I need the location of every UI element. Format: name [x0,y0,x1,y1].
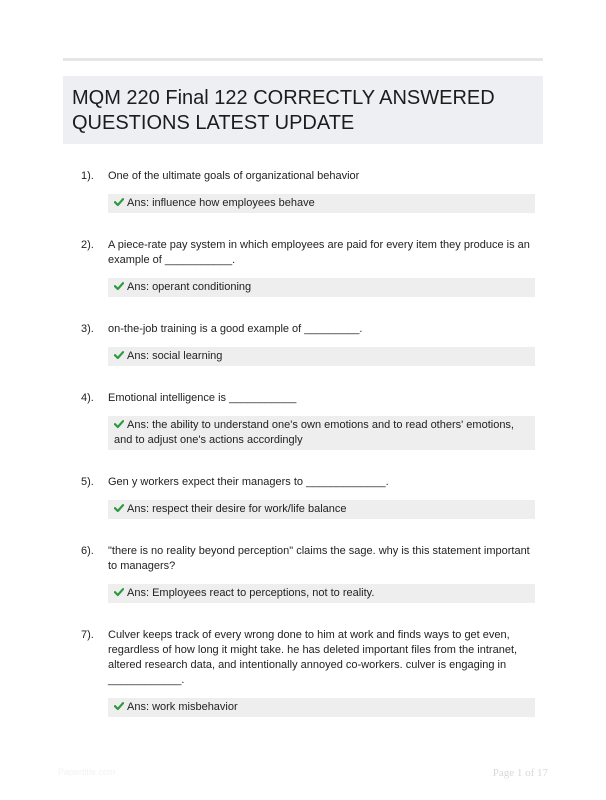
question-item-5 [63,475,543,519]
checkmark-icon [114,197,124,207]
page-number: Page 1 of 17 [492,767,548,779]
checkmark-icon [114,281,124,291]
answer-box [108,194,535,213]
question-number: 1). [81,170,94,182]
question-text: Culver keeps track of every wrong done to him at work and finds ways to get even, regardless of how long it might take. he has deleted important files from the intranet, altered research data, and intentionally annoyed co-workers. culver is engaging in ____________. [108,629,518,686]
question-text: A piece-rate pay system in which employees are paid for every item they produce is an example of ___________. [108,239,530,266]
question-item-6 [63,544,543,603]
answer-box [108,698,535,717]
question-item-7 [63,628,543,717]
question-text: on-the-job training is a good example of _________. [108,323,363,335]
answer-box [108,500,535,519]
answer-text: Ans: Employees react to perceptions, not to reality. [127,587,375,599]
question-text: Emotional intelligence is ___________ [108,392,297,404]
document-title [72,86,533,136]
question-list [63,166,543,717]
answer-box [108,347,535,366]
question-number: 7). [81,629,94,641]
answer-box [108,416,535,450]
answer-text: Ans: respect their desire for work/life balance [127,503,347,515]
document-title-line-1: MQM 220 Final 122 CORRECTLY ANSWERED [72,87,495,109]
question-item-4 [63,391,543,450]
answer-text: Ans: work misbehavior [127,701,238,713]
question-item-3 [63,322,543,366]
answer-text: Ans: influence how employees behave [127,197,315,209]
document-header [63,76,543,144]
answer-text: Ans: social learning [127,350,223,362]
question-text: Gen y workers expect their managers to _____________. [108,476,389,488]
question-item-2 [63,238,543,297]
question-number: 6). [81,545,94,557]
answer-text: Ans: operant conditioning [127,281,252,293]
checkmark-icon [114,587,124,597]
question-number: 5). [81,476,94,488]
question-item-1 [63,169,543,213]
checkmark-icon [114,419,124,429]
checkmark-icon [114,503,124,513]
question-number: 3). [81,323,94,335]
answer-box [108,584,535,603]
top-divider [63,58,543,61]
question-text: "there is no reality beyond perception" claims the sage. why is this statement important to managers? [108,545,530,572]
answer-text: Ans: the ability to understand one's own emotions and to read others' emotions, and to adjust one's actions accordingly [114,419,514,446]
document-title-line-2: QUESTIONS LATEST UPDATE [72,112,355,134]
question-number: 2). [81,239,94,251]
footer-watermark: Papertitle.com [58,767,116,777]
question-number: 4). [81,392,94,404]
checkmark-icon [114,701,124,711]
question-text: One of the ultimate goals of organizational behavior [108,170,360,182]
answer-box [108,278,535,297]
checkmark-icon [114,350,124,360]
